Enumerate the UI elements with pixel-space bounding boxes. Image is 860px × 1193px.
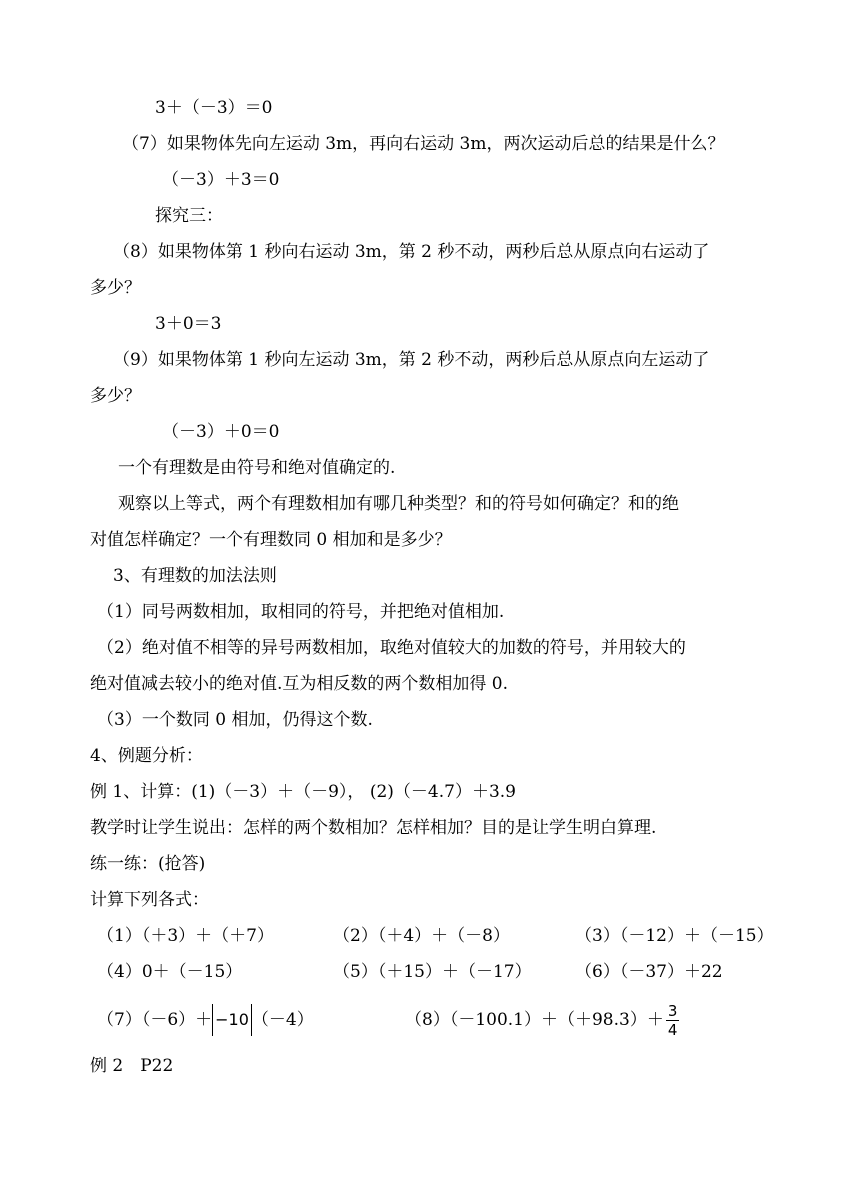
observe-paragraph-line1: 观察以上等式，两个有理数相加有哪几种类型？和的符号如何确定？和的绝 <box>118 494 679 514</box>
exercise-7-suffix: （－4） <box>251 1010 314 1030</box>
question-9-line2: 多少？ <box>90 386 141 406</box>
teaching-note: 教学时让学生说出：怎样的两个数相加？怎样相加？目的是让学生明白算理. <box>90 818 657 838</box>
exercise-7-prefix: （7）（－6）＋ <box>97 1010 213 1030</box>
exercise-6: （6）（－37）＋22 <box>575 962 723 982</box>
heading-example-analysis: 4、例题分析： <box>90 746 203 766</box>
absolute-value-expression: −10 <box>212 1008 252 1032</box>
question-7: （7）如果物体先向左运动 3m，再向右运动 3m，两次运动后总的结果是什么？ <box>122 134 725 154</box>
exercise-7 <box>97 1008 314 1032</box>
section-explore-three: 探究三： <box>155 206 223 226</box>
exercise-2: （2）（＋4）＋（－8） <box>333 926 510 946</box>
observe-paragraph-line2: 对值怎样确定？一个有理数同 0 相加和是多少？ <box>90 530 452 550</box>
exercise-4: （4）0＋（－15） <box>97 962 243 982</box>
fraction-denominator: 4 <box>667 1021 678 1039</box>
rule-3: （3）一个数同 0 相加，仍得这个数. <box>97 710 373 730</box>
fraction-numerator: 3 <box>667 1002 678 1020</box>
rule-2-line2: 绝对值减去较小的绝对值.互为相反数的两个数相加得 0. <box>90 674 509 694</box>
calculate-heading: 计算下列各式： <box>90 890 209 910</box>
equation-3-plus-neg3: 3＋（－3）＝0 <box>155 98 273 118</box>
equation-neg3-plus-0: （－3）＋0＝0 <box>162 422 280 442</box>
example-1: 例 1、计算：(1)（－3）＋（－9）， (2)（－4.7）＋3.9 <box>90 782 516 802</box>
exercise-8-prefix: （8）（－100.1）＋（＋98.3）＋ <box>405 1010 664 1030</box>
rule-1: （1）同号两数相加，取相同的符号，并把绝对值相加. <box>97 602 505 622</box>
equation-3-plus-0: 3＋0＝3 <box>155 314 222 334</box>
note-rational-number: 一个有理数是由符号和绝对值确定的. <box>118 458 396 478</box>
question-8-line1: （8）如果物体第 1 秒向右运动 3m，第 2 秒不动，两秒后总从原点向右运动了 <box>113 242 710 262</box>
example-2: 例 2 P22 <box>90 1056 174 1076</box>
practice-heading: 练一练：(抢答) <box>90 854 206 874</box>
exercise-3: （3）（－12）＋（－15） <box>575 926 774 946</box>
rule-2-line1: （2）绝对值不相等的异号两数相加，取绝对值较大的加数的符号，并用较大的 <box>97 638 686 658</box>
exercise-8 <box>405 996 679 1044</box>
question-8-line2: 多少？ <box>90 278 141 298</box>
exercise-5: （5）（＋15）＋（－17） <box>333 962 532 982</box>
heading-addition-rules: 3、有理数的加法法则 <box>113 566 277 586</box>
fraction-three-quarters <box>666 1002 680 1039</box>
question-9-line1: （9）如果物体第 1 秒向左运动 3m，第 2 秒不动，两秒后总从原点向左运动了 <box>113 350 710 370</box>
equation-neg3-plus-3: （－3）＋3＝0 <box>162 170 280 190</box>
exercise-1: （1）（＋3）＋（＋7） <box>97 926 274 946</box>
